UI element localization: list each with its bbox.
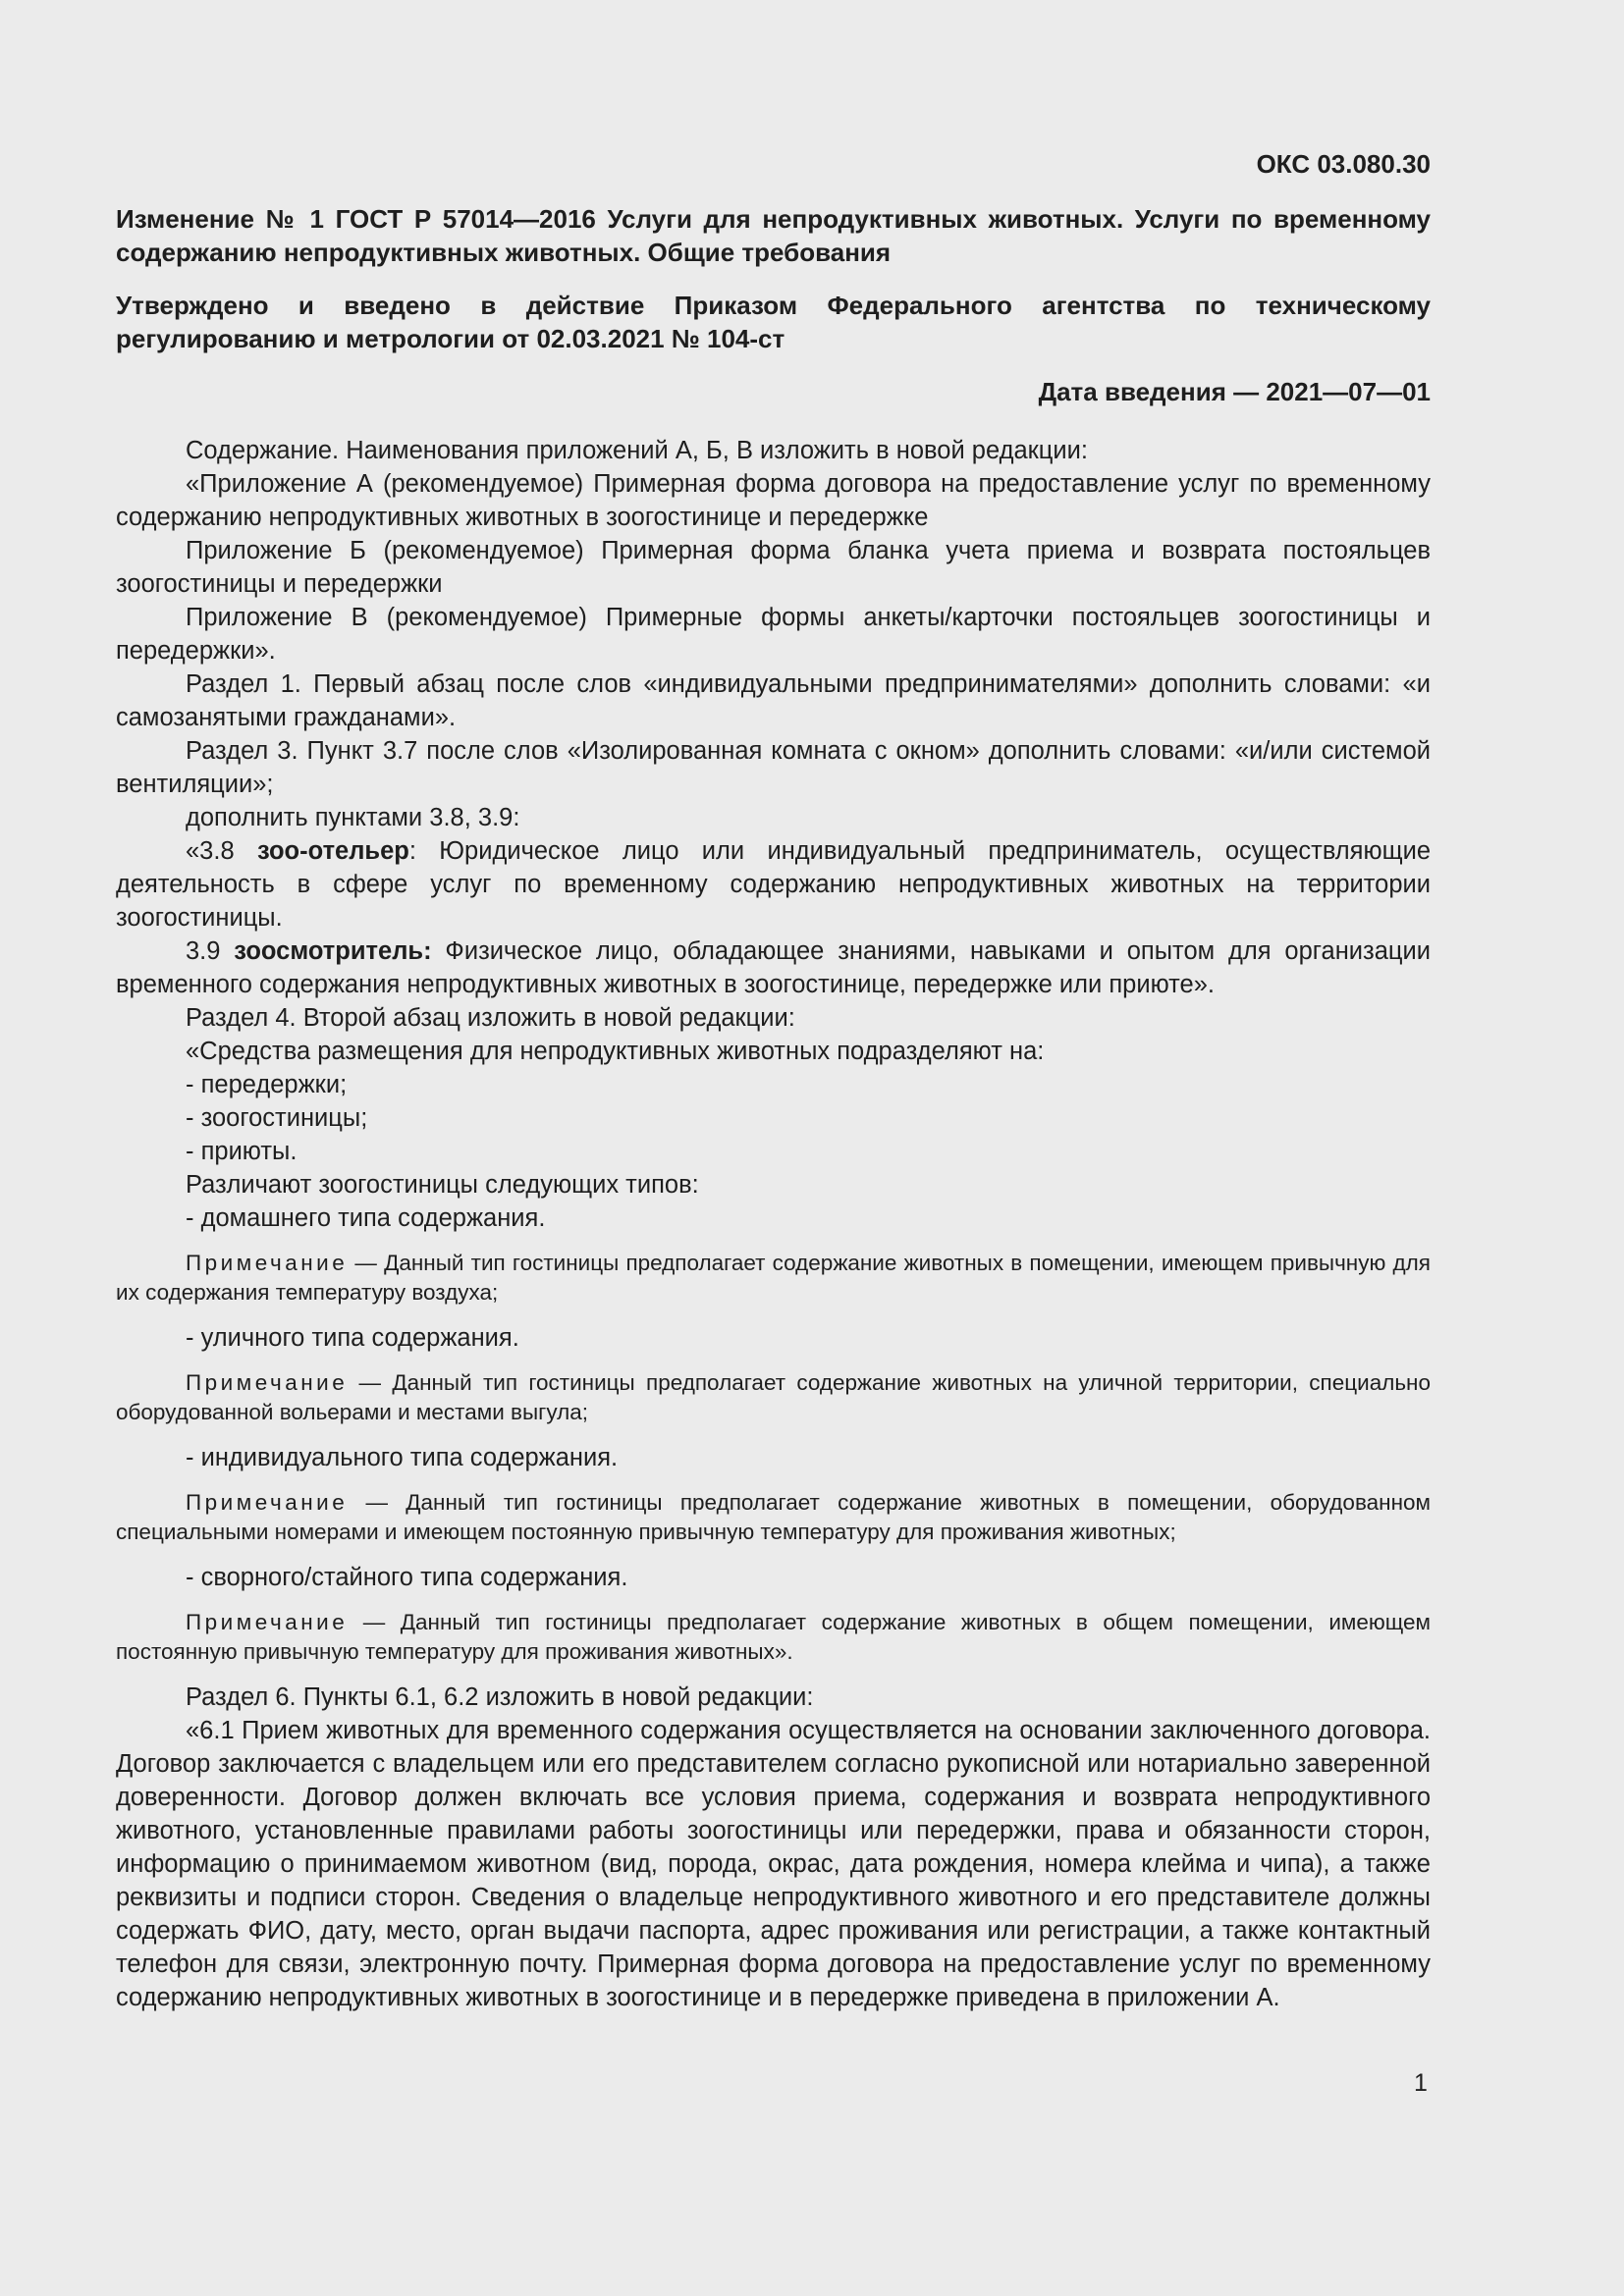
note-label: Примечание [186, 1370, 349, 1395]
approval-statement: Утверждено и введено в действие Приказом Федерального агентства по техническому регулированию и метрологии от 02.03.2021 № 104-ст [116, 291, 1431, 353]
paragraph: Приложение В (рекомендуемое) Примерные формы анкеты/карточки постояльцев зоогостиницы и передержки». [116, 604, 1431, 665]
note-label: Примечание [186, 1610, 349, 1634]
definition-3-9 [116, 934, 1431, 1001]
note-text: — Данный тип гостиницы предполагает содержание животных на уличной территории, специально оборудованной вольерами и местами выгула; [116, 1370, 1431, 1424]
paragraph: Различают зоогостиницы следующих типов: [186, 1171, 699, 1199]
paragraph: Приложение Б (рекомендуемое) Примерная форма бланка учета приема и возврата постояльцев зоогостиницы и передержки [116, 537, 1431, 598]
list-item: - зоогостиницы; [186, 1104, 368, 1132]
page-number: 1 [1414, 2069, 1428, 2097]
amendment-title: Изменение № 1 ГОСТ Р 57014—2016 Услуги для непродуктивных животных. Услуги по временному содержанию непродуктивных животных. Общие требования [116, 204, 1431, 267]
note-text: — Данный тип гостиницы предполагает содержание животных в помещении, оборудованном специальными номерами и имеющем постоянную привычную температуру для проживания животных; [116, 1490, 1431, 1544]
note-label: Примечание [186, 1251, 349, 1275]
list-item: - индивидуального типа содержания. [186, 1444, 619, 1471]
list-item: - уличного типа содержания. [186, 1324, 519, 1352]
paragraph: Содержание. Наименования приложений А, Б, В изложить в новой редакции: [186, 437, 1088, 464]
effective-date: Дата введения — 2021—07—01 [1038, 377, 1431, 406]
paragraph: «Приложение А (рекомендуемое) Примерная форма договора на предоставление услуг по временному содержанию непродуктивных животных в зоогостинице и передержке [116, 470, 1431, 531]
definition-term: зоосмотритель: [234, 937, 432, 965]
paragraph: дополнить пунктами 3.8, 3.9: [186, 804, 520, 831]
list-item: - приюты. [186, 1138, 298, 1165]
note [116, 1249, 1431, 1308]
note [116, 1608, 1431, 1667]
note-label: Примечание [186, 1490, 349, 1515]
note [116, 1368, 1431, 1427]
list-item: - передержки; [186, 1071, 348, 1098]
definition-term: зоо-отельер [256, 837, 409, 865]
paragraph: «Средства размещения для непродуктивных животных подразделяют на: [186, 1038, 1045, 1065]
paragraph: Раздел 4. Второй абзац изложить в новой редакции: [186, 1004, 795, 1032]
paragraph: «6.1 Прием животных для временного содержания осуществляется на основании заключенного договора. Договор заключается с владельцем или его представителем согласно рукописной или нотариально заверенной доверенности. Договор должен включать все условия приема, содержания и возврата непродуктивного животного, установленные правилами работы зоогостиницы или передержки, права и обязанности сторон, информацию о принимаемом животном (вид, порода, окрас, дата рождения, номера клейма и чипа), а также реквизиты и подписи сторон. Сведения о владельце непродуктивного животного и его представителе должны содержать ФИО, дату, место, орган выдачи паспорта, адрес проживания или регистрации, а также контактный телефон для связи, электронную почту. Примерная форма договора на предоставление услуг по временному содержанию непродуктивных животных в зоогостинице и в передержке приведена в приложении А. [116, 1717, 1431, 2011]
note-text: — Данный тип гостиницы предполагает содержание животных в общем помещении, имеющем постоянную привычную температуру для проживания животных». [116, 1610, 1431, 1664]
list-item: - домашнего типа содержания. [186, 1204, 546, 1232]
definition-text: : Юридическое лицо или индивидуальный предприниматель, осуществляющие деятельность в сфере услуг по временному содержанию непродуктивных животных на территории зоогостиницы. [116, 837, 1431, 932]
list-item: - сворного/стайного типа содержания. [186, 1564, 628, 1591]
definition-number: 3.9 [186, 937, 235, 965]
paragraph: Раздел 3. Пункт 3.7 после слов «Изолированная комната с окном» дополнить словами: «и/или системой вентиляции»; [116, 737, 1431, 798]
classification-code: ОКС 03.080.30 [1256, 149, 1431, 179]
note-text: — Данный тип гостиницы предполагает содержание животных в помещении, имеющем привычную для их содержания температуру воздуха; [116, 1251, 1431, 1305]
definition-text: Физическое лицо, обладающее знаниями, навыками и опытом для организации временного содержания непродуктивных животных в зоогостинице, передержке или приюте». [116, 937, 1431, 998]
note [116, 1488, 1431, 1547]
paragraph: Раздел 1. Первый абзац после слов «индивидуальными предпринимателями» дополнить словами: «и самозанятыми гражданами». [116, 670, 1431, 731]
definition-number: «3.8 [186, 837, 257, 865]
paragraph: Раздел 6. Пункты 6.1, 6.2 изложить в новой редакции: [186, 1683, 814, 1711]
document-page [116, 147, 1431, 2014]
definition-3-8 [116, 834, 1431, 934]
